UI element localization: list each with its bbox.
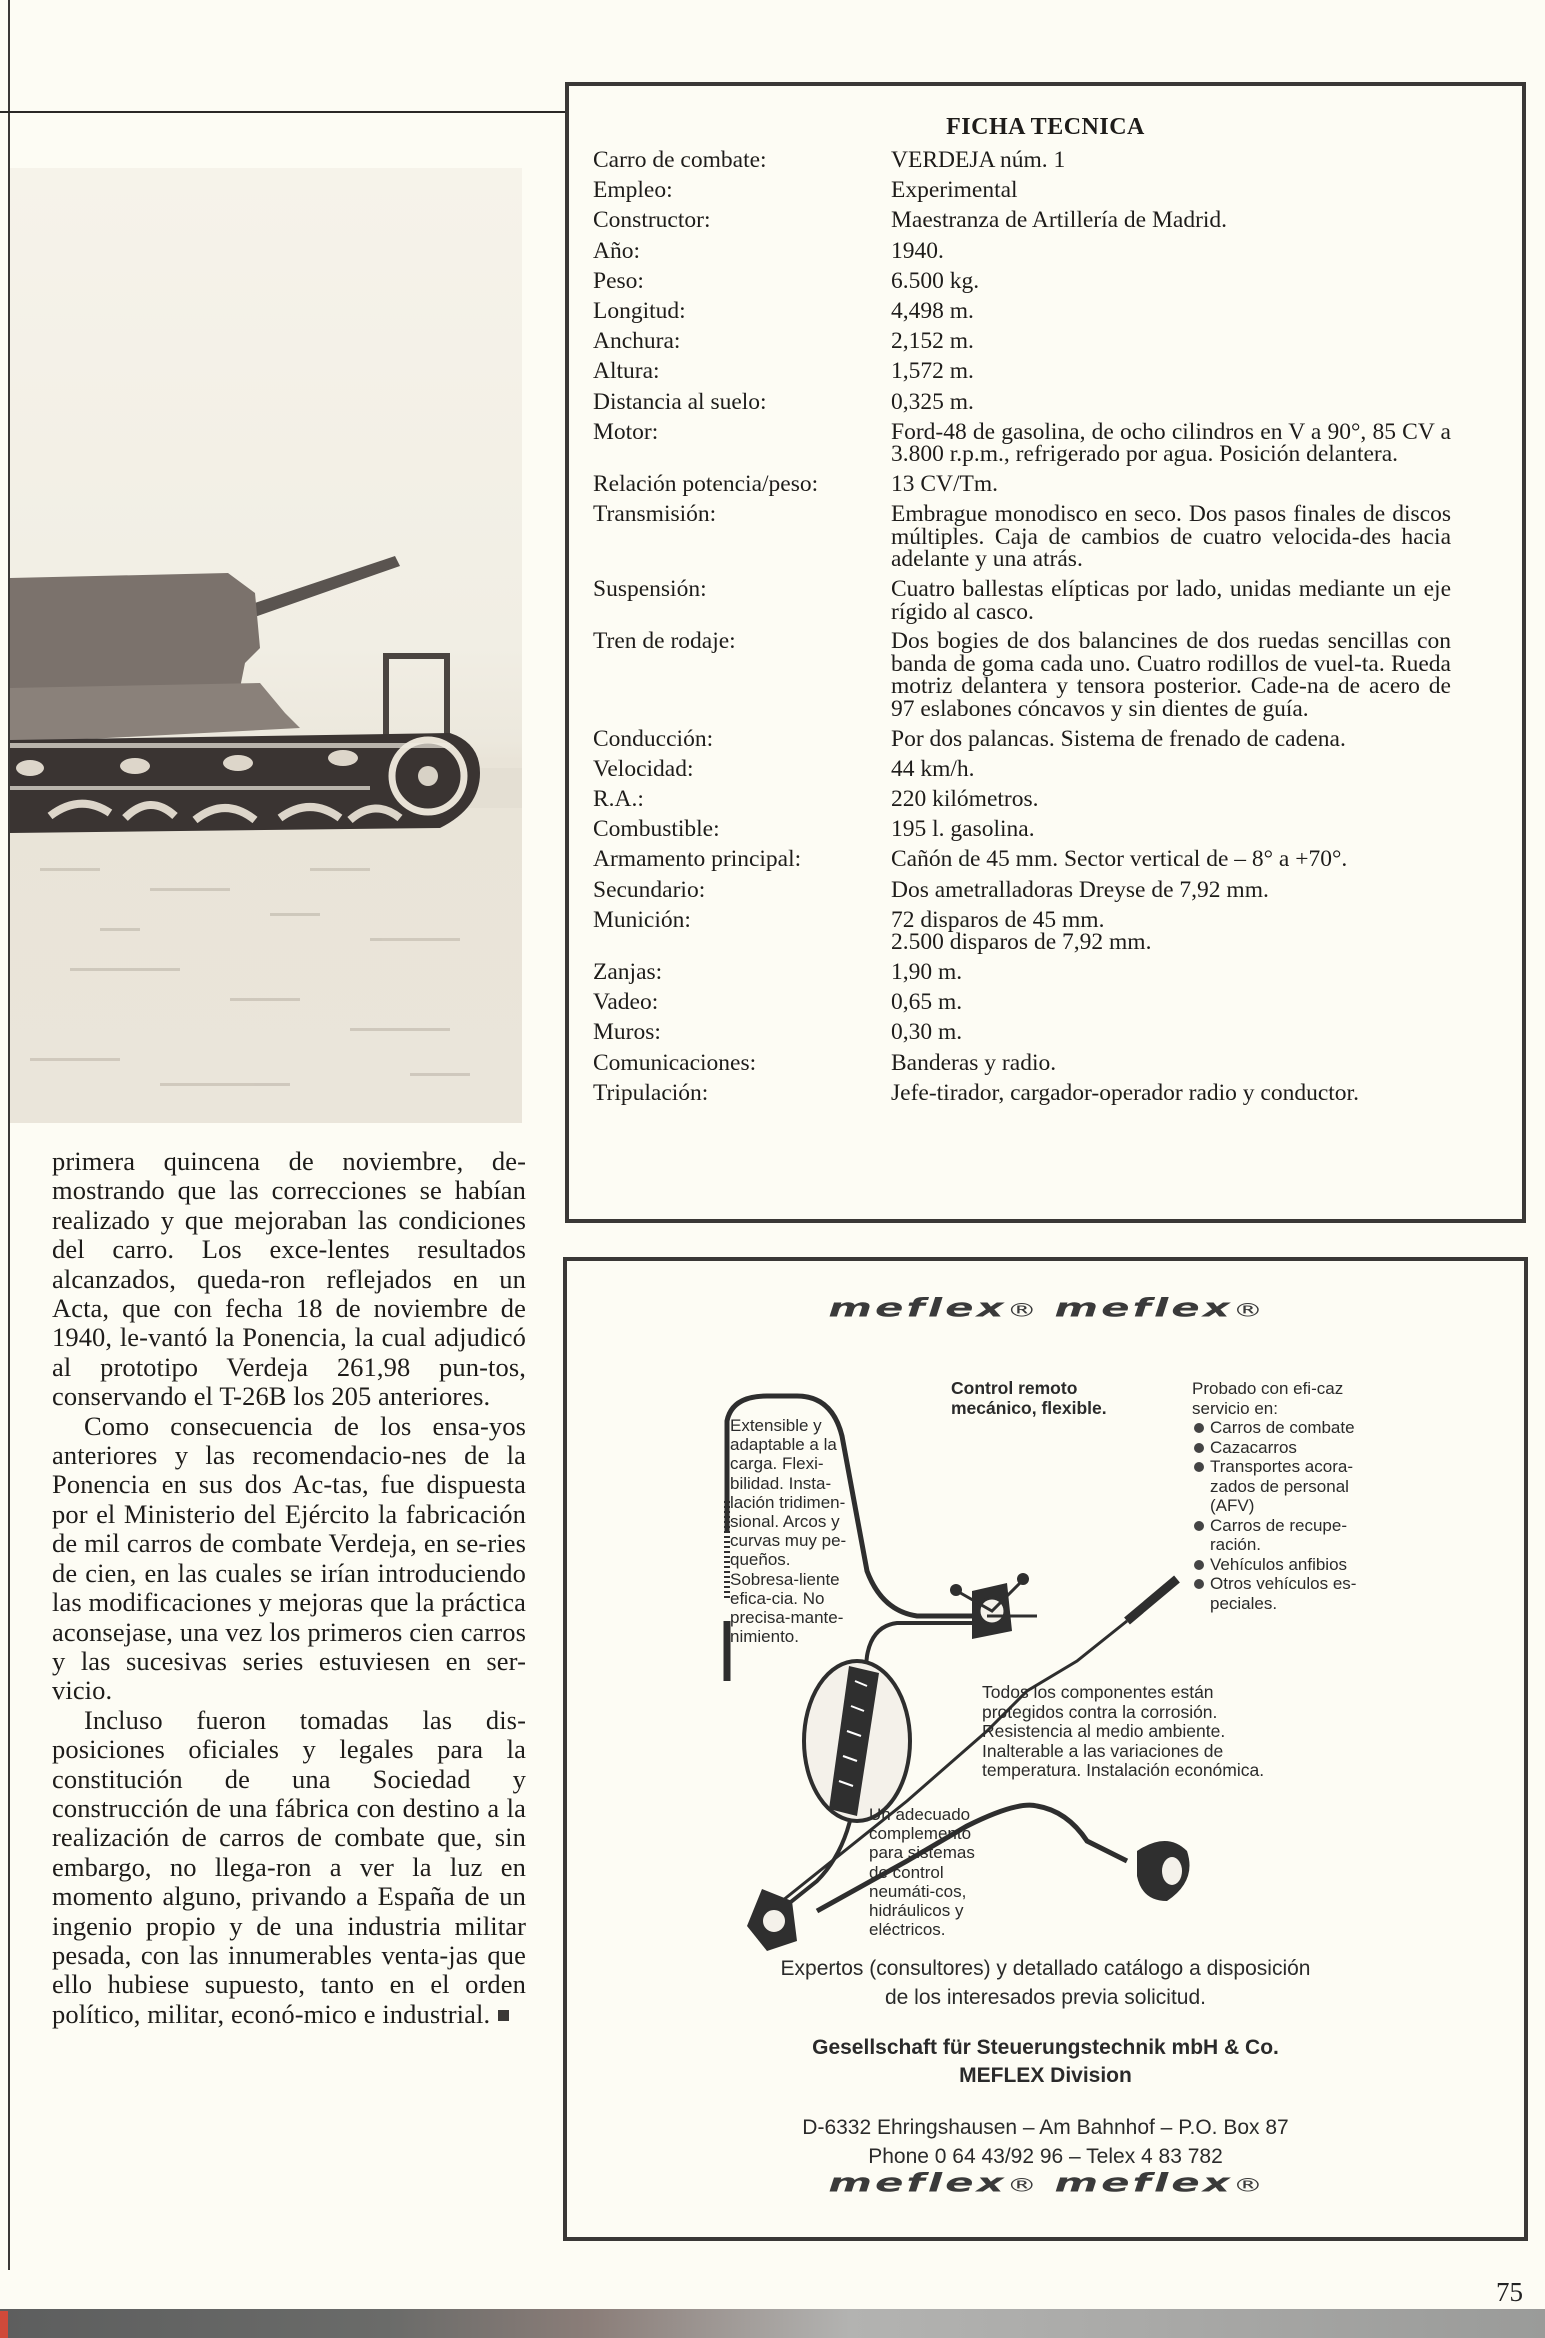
spec-label: Combustible: [593, 816, 720, 843]
proven-list [1192, 1418, 1392, 1613]
spec-label: Munición: [593, 906, 691, 933]
company-division: MEFLEX Division [959, 2064, 1132, 2087]
spec-value: Dos ametralladoras Dreyse de 7,92 mm. [891, 876, 1269, 903]
corrosion-protection-text: Todos los componentes están protegidos contra la corrosión. Resistencia al medio ambiente. Inalterable a las variaciones de temperatura. Instalación económica. [982, 1682, 1265, 1780]
spec-value: Ford-48 de gasolina, de ocho cilindros en V a 90°, 85 CV a 3.800 r.p.m., refrigerado por agua. Posición delantera. [891, 418, 1451, 468]
spec-label: Muros: [593, 1019, 661, 1046]
spec-row [593, 905, 1498, 954]
spec-row [593, 987, 1498, 1017]
spec-value: Maestranza de Artillería de Madrid. [891, 207, 1228, 234]
spec-row [593, 145, 1498, 175]
complement-text: Un adecuado complemento para sistemas de control neumáti-cos, hidráulicos y eléctricos. [869, 1805, 975, 1940]
spec-row [593, 626, 1498, 720]
phone-telex-line: Phone 0 64 43/92 96 – Telex 4 83 782 [868, 2145, 1223, 2168]
spec-label: Vadeo: [593, 989, 659, 1016]
spec-value: Cuatro ballestas elípticas por lado, unidas mediante un eje rígido al casco. [891, 576, 1451, 625]
spec-label: Altura: [593, 358, 660, 385]
spec-value: Jefe-tirador, cargador-operador radio y conductor. [891, 1079, 1359, 1106]
tank-photo [10, 168, 522, 1123]
spec-row [593, 875, 1498, 905]
spec-value: 1,90 m. [891, 958, 963, 985]
spec-sheet-box [565, 82, 1526, 1223]
spec-value: 1,572 m. [891, 358, 974, 385]
spec-value: 0,65 m. [891, 989, 963, 1016]
registered-mark: ® [1232, 1299, 1263, 1322]
spec-label: Transmisión: [593, 501, 717, 528]
spec-row [593, 1017, 1498, 1047]
article-paragraph [52, 1706, 526, 2029]
spec-label: Relación potencia/peso: [593, 471, 819, 498]
spec-value: 220 kilómetros. [891, 785, 1039, 812]
coil-connector [1137, 1841, 1190, 1901]
experts-line: de los interesados previa solicitud. [884, 1986, 1206, 2009]
ground-texture [30, 868, 470, 1086]
spec-row [593, 814, 1498, 844]
spec-value: 13 CV/Tm. [891, 471, 999, 498]
spec-row [593, 387, 1498, 417]
company-line: Gesellschaft für Steuerungstechnik mbH & Co. [812, 2036, 1279, 2059]
spec-value: 6.500 kg. [891, 267, 980, 294]
spec-value [891, 905, 1451, 954]
hull [10, 683, 300, 743]
spec-label: Carro de combate: [593, 147, 767, 173]
proven-list-item: Vehículos anfibios [1192, 1555, 1392, 1575]
experts-line: Expertos (consultores) y detallado catálogo a disposición [780, 1957, 1311, 1980]
turret [10, 573, 260, 693]
company-address [567, 2113, 1524, 2171]
spec-value: 2,152 m. [891, 328, 974, 355]
spec-sheet-title: FICHA TECNICA [946, 114, 1145, 140]
spec-label: Zanjas: [593, 958, 663, 985]
spec-label: Velocidad: [593, 755, 694, 782]
spec-label: Constructor: [593, 207, 711, 234]
company-name [567, 2034, 1524, 2090]
spec-label: Empleo: [593, 177, 673, 204]
experts-notice [567, 1954, 1524, 2012]
spec-row [593, 205, 1498, 235]
magnifier-detail [804, 1661, 910, 1821]
spec-row [593, 499, 1498, 571]
flexibility-callout: Extensible y adaptable a la carga. Flexi-bilidad. Insta-lación tridimen-sional. Arcos y curvas muy pe-queños. Sobresa-liente efica-cia. No precisa-mante-nimiento. [730, 1416, 847, 1647]
spec-row [593, 574, 1498, 623]
spec-row [593, 326, 1498, 356]
lever-unit-top [950, 1573, 1037, 1639]
brand-name: meflex [1054, 2167, 1233, 2198]
spec-value: 44 km/h. [891, 755, 975, 782]
spec-value: 1940. [891, 237, 944, 264]
proven-service-callout [1192, 1379, 1392, 1613]
top-rule [0, 111, 566, 113]
article-paragraph-text: Incluso fueron tomadas las dis-posiciones oficiales y legales para la constitución de una Sociedad y construcción de una fábrica con destino a la realización de carros de combate que, sin embargo, no llega-ron a ver la luz en momento alguno, privando a España de un ingenio propio y de una industria militar pesada, con las innumerables venta-jas que ello hubiese supuesto, tanto en el orden político, militar, econó-mico e industrial. [52, 1704, 526, 2029]
spec-row [593, 296, 1498, 326]
spec-label: Año: [593, 237, 640, 264]
ad-headline: Control remoto mecánico, flexible. [951, 1378, 1107, 1418]
registered-mark: ® [1006, 1299, 1037, 1322]
spec-value-line: 72 disparos de 45 mm. [891, 906, 1105, 933]
brand-logo-bottom [567, 2167, 1524, 2197]
lever-unit-bottom [747, 1889, 797, 1951]
article-paragraph: Como consecuencia de los ensa-yos anteriores y las recomendacio-nes de la Ponencia en sus dos Ac-tas, fue dispuesta por el Ministerio del Ejército la fabricación de mil carros de combate Verdeja, en se-ries de cien, en las cuales se irían introduciendo las modificaciones y mejoras que la práctica aconsejase, una vez los primeros cien carros y las sucesivas series estuviesen en ser-vicio. [52, 1410, 526, 1706]
spec-value: 4,498 m. [891, 298, 974, 325]
spec-row [593, 175, 1498, 205]
spec-value: 0,325 m. [891, 388, 974, 415]
spec-label: Tripulación: [593, 1079, 709, 1106]
spec-row [593, 266, 1498, 296]
spec-row [593, 844, 1498, 874]
spec-label: R.A.: [593, 785, 644, 812]
spec-label: Armamento principal: [593, 846, 802, 873]
spec-label: Tren de rodaje: [593, 628, 736, 655]
spec-value: Por dos palancas. Sistema de frenado de cadena. [891, 725, 1346, 752]
proven-list-item: Carros de recupe-ración. [1192, 1516, 1392, 1555]
address-line: D-6332 Ehringshausen – Am Bahnhof – P.O. Box 87 [802, 2116, 1289, 2139]
proven-list-item: Transportes acora-zados de personal (AFV) [1192, 1457, 1392, 1516]
spec-row [593, 469, 1498, 499]
spec-label: Longitud: [593, 298, 686, 325]
brand-name: meflex [828, 2167, 1007, 2198]
proven-list-item: Carros de combate [1192, 1418, 1392, 1438]
spec-value: VERDEJA núm. 1 [891, 147, 1066, 173]
spec-row [593, 236, 1498, 266]
spec-value: Dos bogies de dos balancines de dos ruedas sencillas con banda de goma cada uno. Cuatro rodillos de vuel-ta. Rueda motriz delantera y tensora posterior. Cade-na de acero de 97 eslabones cóncavos y sin dientes de guía. [891, 628, 1451, 722]
spec-label: Anchura: [593, 328, 681, 355]
spec-value: Banderas y radio. [891, 1049, 1057, 1076]
brand-name: meflex [1054, 1292, 1233, 1323]
spec-row [593, 784, 1498, 814]
spec-row [593, 1078, 1498, 1108]
scan-edge-marker [0, 2311, 8, 2338]
spec-label: Secundario: [593, 876, 706, 903]
spec-value: 0,30 m. [891, 1019, 963, 1046]
meflex-advertisement [563, 1257, 1528, 2241]
scan-bottom-edge [0, 2309, 1545, 2338]
spec-row [593, 356, 1498, 386]
spec-label: Distancia al suelo: [593, 388, 767, 415]
spec-label: Conducción: [593, 725, 714, 752]
spec-value: Embrague monodisco en seco. Dos pasos finales de discos múltiples. Caja de cambios de cuatro velocida-des hacia adelante y una atrás. [891, 501, 1451, 573]
article-paragraph: primera quincena de noviembre, de-mostrando que las correcciones se habían realizado y que mejoraban las condiciones del carro. Los exce-lentes resultados alcanzados, queda-ron reflejados en un Acta, que con fecha 18 de noviembre de 1940, le-vantó la Ponencia, la cual adjudicó al prototipo Verdeja 261,98 pun-tos, conservando el T-26B los 205 anteriores. [52, 1146, 526, 1412]
spec-row [593, 1048, 1498, 1078]
spec-value: 195 l. gasolina. [891, 816, 1035, 843]
spec-sheet-rows [593, 145, 1498, 1108]
spec-value-line: 2.500 disparos de 7,92 mm. [891, 929, 1152, 956]
registered-mark: ® [1232, 2174, 1263, 2197]
spec-value: Experimental [891, 177, 1018, 204]
spec-row [593, 724, 1498, 754]
spec-row [593, 957, 1498, 987]
registered-mark: ® [1006, 2174, 1037, 2197]
spec-label: Suspensión: [593, 576, 707, 602]
spec-row [593, 417, 1498, 466]
spec-value: Cañón de 45 mm. Sector vertical de – 8° a +70°. [891, 846, 1348, 873]
spec-row [593, 754, 1498, 784]
end-of-article-mark [498, 2010, 509, 2021]
proven-intro: Probado con efi-caz servicio en: [1192, 1379, 1344, 1418]
article-body [52, 1147, 526, 2029]
gun-barrel [240, 556, 400, 620]
proven-list-item: Cazacarros [1192, 1438, 1392, 1458]
spec-label: Peso: [593, 267, 644, 294]
tank-illustration [10, 168, 522, 1123]
page-number: 75 [1496, 2277, 1523, 2307]
spec-label: Comunicaciones: [593, 1049, 757, 1076]
brand-name: meflex [828, 1292, 1007, 1323]
proven-list-item: Otros vehículos es-peciales. [1192, 1574, 1392, 1613]
spec-label: Motor: [593, 418, 659, 445]
